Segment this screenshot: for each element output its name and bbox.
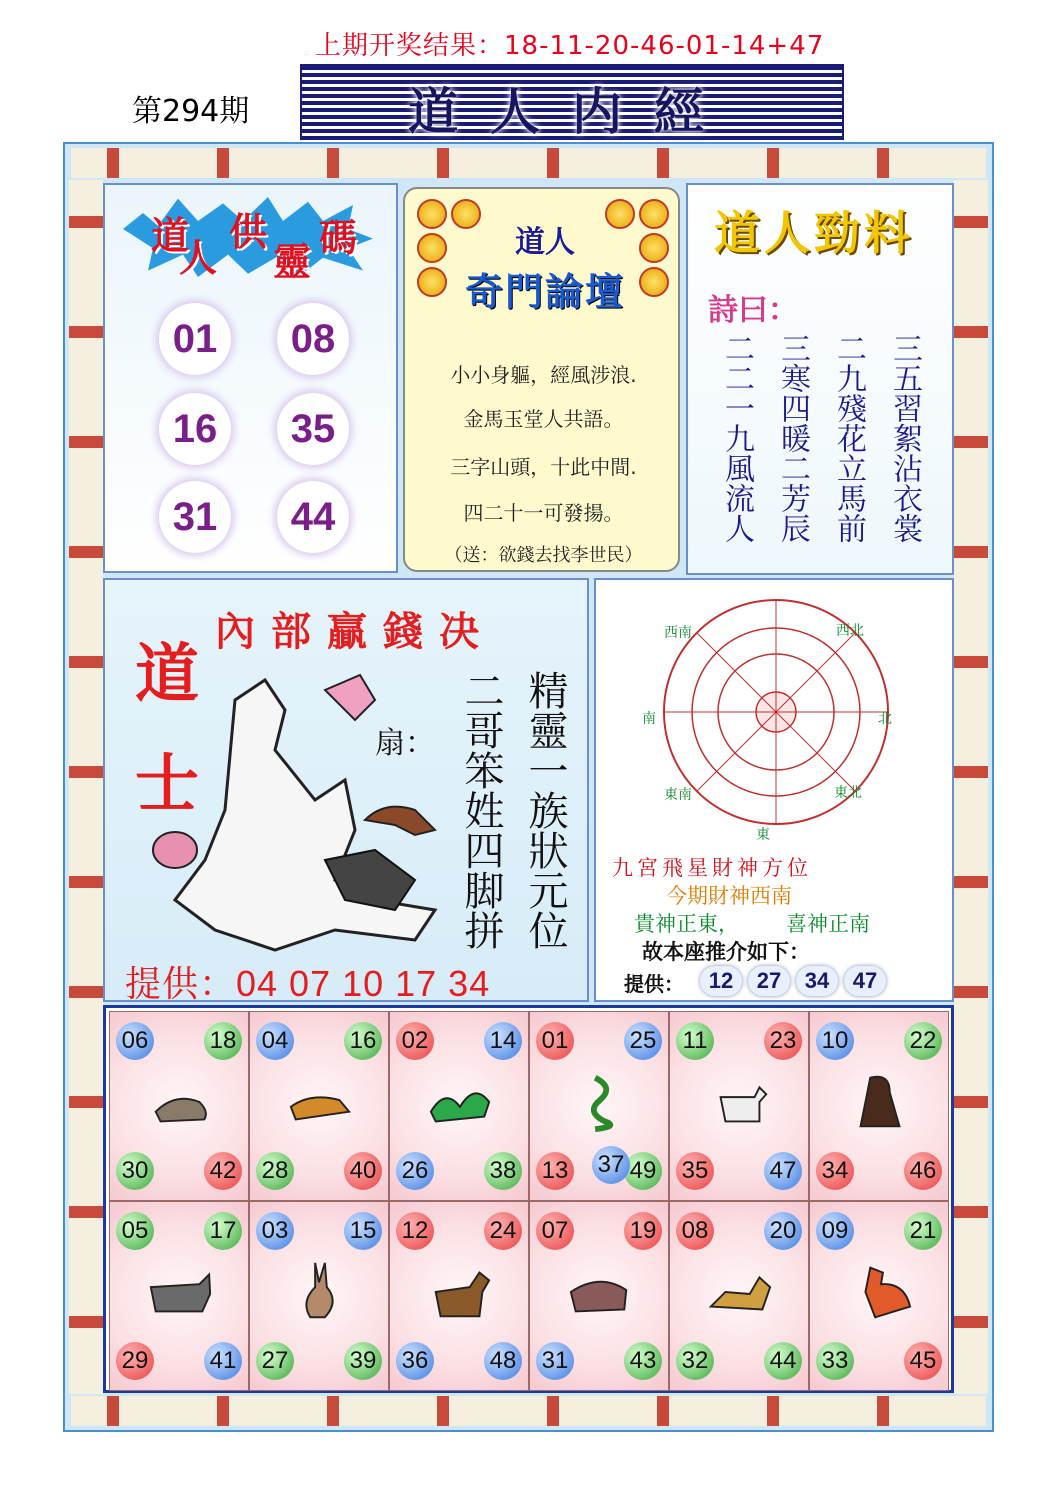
forum-line: 小小身軀，經風涉浪. (450, 363, 637, 387)
secret-column: 二哥笨姓四脚拼 (458, 670, 504, 950)
pig-icon (566, 1262, 634, 1322)
number-ball: 14 (484, 1022, 522, 1060)
number-ball: 39 (344, 1342, 382, 1380)
forum-title (460, 217, 630, 316)
horse-icon (426, 1262, 494, 1322)
poem-title: 道人勁料 (714, 206, 914, 260)
direction-label: 西北 (836, 623, 864, 639)
number-ball: 28 (256, 1152, 294, 1190)
coin-icon (417, 267, 447, 297)
codes-heading-char: 道 (151, 214, 190, 258)
title-banner (300, 64, 844, 140)
direction-label: 北 (878, 711, 892, 727)
code-ball: 16 (159, 393, 231, 465)
coin-icon (639, 267, 669, 297)
number-ball: 41 (204, 1342, 242, 1380)
goat-icon (706, 1072, 774, 1132)
direction-label: 西南 (664, 625, 692, 641)
forum-title-main: 奇門論壇 (464, 270, 625, 314)
zodiac-cell (109, 1201, 249, 1391)
number-ball: 35 (676, 1152, 714, 1190)
number-ball: 15 (344, 1212, 382, 1250)
number-ball: 33 (816, 1342, 854, 1380)
compass-line-3a: 貴神正東， (634, 912, 739, 936)
secret-panel (103, 578, 589, 1002)
compass-line-3b: 喜神正南 (786, 912, 870, 936)
compass-provide-label: 提供： (624, 972, 684, 996)
codes-heading-char: 碼 (319, 216, 358, 260)
number-ball: 45 (904, 1342, 942, 1380)
codes-heading-char: 靈 (273, 240, 312, 284)
number-ball: 48 (484, 1342, 522, 1380)
taoist-figure-icon (115, 660, 455, 960)
number-ball: 09 (816, 1212, 854, 1250)
last-result-text: 上期开奖结果：18-11-20-46-01-14+47 (315, 31, 825, 61)
number-ball: 08 (676, 1212, 714, 1250)
rabbit-icon (286, 1262, 354, 1322)
compass-balls (700, 966, 892, 996)
forum-line: 四二十一可發揚。 (463, 501, 624, 525)
number-ball: 49 (624, 1152, 662, 1190)
zodiac-cell (529, 1201, 669, 1391)
forum-title-top: 道人 (515, 225, 575, 260)
code-ball: 31 (159, 481, 231, 553)
direction-label: 東南 (664, 787, 692, 803)
compass-line-2: 今期財神西南 (666, 884, 792, 908)
recommend-ball: 47 (844, 966, 886, 996)
compass-line-1: 九宮飛星財神方位 (612, 856, 812, 880)
secret-side-text: 道士 (135, 637, 199, 822)
code-ball: 01 (159, 303, 231, 375)
number-ball: 47 (764, 1152, 802, 1190)
zodiac-cell (249, 1011, 389, 1201)
number-ball: 31 (536, 1342, 574, 1380)
poem-column: 二二一九風流人 (719, 333, 754, 543)
coin-icon (639, 199, 669, 229)
zodiac-cell (809, 1201, 949, 1391)
zodiac-cell (249, 1201, 389, 1391)
number-ball: 37 (592, 1146, 630, 1184)
number-ball: 40 (344, 1152, 382, 1190)
number-ball: 27 (256, 1342, 294, 1380)
dragon-icon (426, 1072, 494, 1132)
number-ball: 32 (676, 1342, 714, 1380)
direction-label: 東北 (834, 785, 862, 801)
number-ball: 11 (676, 1022, 714, 1060)
number-ball: 38 (484, 1152, 522, 1190)
dog-icon (706, 1262, 774, 1322)
codes-panel (103, 183, 398, 573)
number-ball: 22 (904, 1022, 942, 1060)
number-ball: 03 (256, 1212, 294, 1250)
issue-number: 第294期 (132, 94, 250, 129)
forum-line: （送：欲錢去找李世民） (444, 545, 643, 566)
forum-panel (403, 187, 680, 572)
code-ball: 08 (277, 303, 349, 375)
border-strip-right (954, 180, 988, 1394)
codes-heading-char: 人 (179, 236, 218, 280)
number-ball: 26 (396, 1152, 434, 1190)
code-ball: 44 (277, 481, 349, 553)
border-strip-top (71, 148, 986, 178)
zodiac-grid (103, 1005, 954, 1393)
number-ball: 44 (764, 1342, 802, 1380)
rat-icon (146, 1072, 214, 1132)
zodiac-cell (389, 1201, 529, 1391)
zodiac-cell (389, 1011, 529, 1201)
secret-fan-label: 扇： (375, 726, 435, 761)
number-ball: 10 (816, 1022, 854, 1060)
secret-title: 內部贏錢决 (215, 608, 495, 655)
poem-column: 三五習絮沾衣裳 (887, 333, 922, 543)
monkey-icon (846, 1072, 914, 1132)
number-ball: 16 (344, 1022, 382, 1060)
recommend-ball: 12 (700, 966, 742, 996)
border-strip-bottom (71, 1396, 986, 1426)
number-ball: 18 (204, 1022, 242, 1060)
number-ball: 46 (904, 1152, 942, 1190)
zodiac-cell (809, 1011, 949, 1201)
number-ball: 01 (536, 1022, 574, 1060)
snake-icon (566, 1072, 634, 1132)
number-ball: 30 (116, 1152, 154, 1190)
number-ball: 07 (536, 1212, 574, 1250)
direction-label: 南 (642, 711, 656, 727)
border-strip-left (69, 180, 103, 1394)
direction-label: 東 (756, 827, 770, 843)
number-ball: 19 (624, 1212, 662, 1250)
poem-column: 二九殘花立馬前 (831, 333, 866, 543)
poem-column: 三寒四暖二芳辰 (775, 333, 810, 543)
tiger-icon (286, 1072, 354, 1132)
coin-icon (417, 199, 447, 229)
rooster-icon (846, 1262, 914, 1322)
poem-panel (686, 183, 954, 575)
number-ball: 29 (116, 1342, 154, 1380)
number-ball: 23 (764, 1022, 802, 1060)
recommend-ball: 27 (748, 966, 790, 996)
number-ball: 34 (816, 1152, 854, 1190)
number-ball: 43 (624, 1342, 662, 1380)
compass-panel (594, 578, 954, 1002)
number-ball: 12 (396, 1212, 434, 1250)
codes-heading-char: 供 (229, 210, 268, 254)
secret-provide: 提供：04 07 10 17 34 (125, 963, 491, 1004)
number-ball: 06 (116, 1022, 154, 1060)
number-ball: 36 (396, 1342, 434, 1380)
number-ball: 17 (204, 1212, 242, 1250)
number-ball: 05 (116, 1212, 154, 1250)
page-title: 道人内經 (408, 82, 736, 141)
coin-icon (639, 233, 669, 263)
poem-say: 詩曰： (708, 293, 798, 328)
zodiac-cell (109, 1011, 249, 1201)
recommend-ball: 34 (796, 966, 838, 996)
number-ball: 20 (764, 1212, 802, 1250)
code-ball: 35 (277, 393, 349, 465)
number-ball: 13 (536, 1152, 574, 1190)
number-ball: 25 (624, 1022, 662, 1060)
forum-line: 金馬玉堂人共語。 (463, 407, 624, 431)
ox-icon (146, 1262, 214, 1322)
forum-line: 三字山頭，十此中間. (450, 455, 637, 479)
number-ball: 42 (204, 1152, 242, 1190)
number-ball: 04 (256, 1022, 294, 1060)
number-ball: 24 (484, 1212, 522, 1250)
codes-heading (123, 197, 373, 284)
coin-icon (417, 233, 447, 263)
number-ball: 02 (396, 1022, 434, 1060)
zodiac-cell (669, 1201, 809, 1391)
number-ball: 21 (904, 1212, 942, 1250)
zodiac-cell (669, 1011, 809, 1201)
zodiac-cell (529, 1011, 669, 1201)
compass-line-4: 故本座推介如下： (642, 939, 810, 964)
secret-column: 精靈一族狀元位 (522, 670, 568, 950)
